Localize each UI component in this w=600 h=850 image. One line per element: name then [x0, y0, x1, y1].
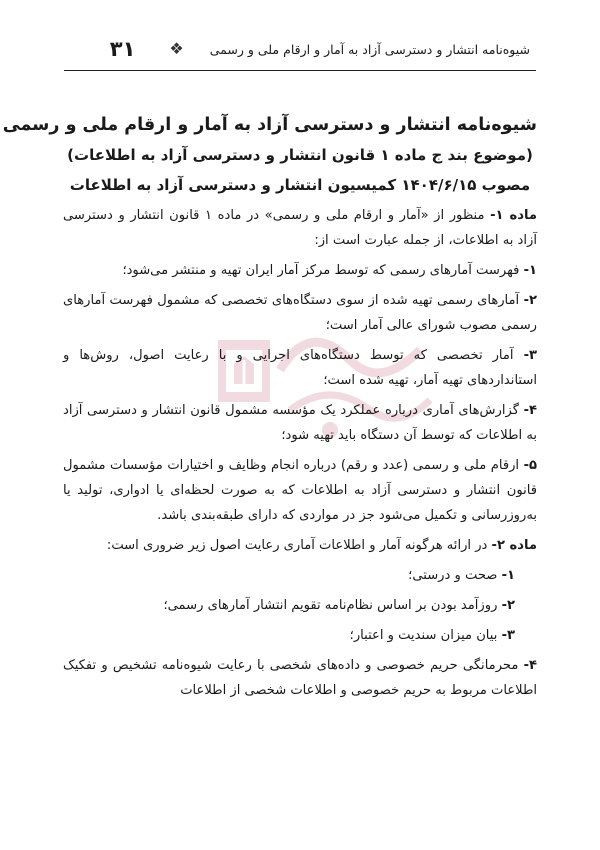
article-2-label: ماده ۲-	[491, 538, 537, 553]
article-1-item-5	[63, 453, 537, 528]
running-header	[70, 34, 530, 64]
article-1-item-4	[63, 398, 537, 448]
item-number: ۲-	[501, 598, 515, 613]
page-number: ۳۱	[109, 37, 136, 61]
article-1-item-2	[63, 288, 537, 338]
article-2-text: در ارائه هرگونه آمار و اطلاعات آماری رعایت اصول زیر ضروری است:	[106, 538, 492, 553]
item-text: ارقام ملی و رسمی (عدد و رقم) درباره انجام وظایف و اختیارات مؤسسات مشمول قانون انتشار و دسترسی آزاد به اطلاعات که به صورت لحظه‌ای یا ادواری، تولید یا به‌روزرسانی و تکمیل می‌شود جز در مواردی که دارای طبقه‌بندی باشد.	[63, 458, 537, 523]
item-number: ۱-	[501, 568, 515, 583]
item-number: ۴-	[523, 403, 537, 418]
document-body	[2, 104, 538, 708]
document-subject: (موضوع بند ج ماده ۱ قانون انتشار و دسترسی آزاد به اطلاعات)	[67, 146, 533, 164]
item-text: محرمانگی حریم خصوصی و داده‌های شخصی با رعایت شیوه‌نامه تشخیص و تفکیک اطلاعات مربوط به حریم خصوصی و اطلاعات شخصی از اطلاعات	[63, 658, 537, 698]
header-divider	[64, 70, 536, 71]
item-text: گزارش‌های آماری درباره عملکرد یک مؤسسه مشمول قانون انتشار و دسترسی آزاد به اطلاعات که توسط آن دستگاه باید تهیه شود؛	[63, 403, 537, 443]
item-text: روزآمد بودن بر اساس نظام‌نامه تقویم انتشار آمارهای رسمی؛	[163, 598, 502, 613]
item-number: ۴-	[523, 658, 537, 673]
diamond-ornament-icon: ❖	[169, 39, 184, 58]
article-2-item-2	[63, 593, 537, 618]
article-1-label: ماده ۱-	[490, 208, 538, 223]
document-title: شیوه‌نامه انتشار و دسترسی آزاد به آمار و ارقام ملی و رسمی	[2, 115, 537, 135]
article-1	[63, 203, 537, 253]
item-number: ۳-	[501, 628, 515, 643]
item-text: صحت و درستی؛	[408, 568, 502, 583]
article-1-item-1	[63, 258, 537, 283]
article-2-item-1	[63, 563, 537, 588]
item-number: ۳-	[523, 348, 537, 363]
running-header-title: شیوه‌نامه انتشار و دسترسی آزاد به آمار و ارقام ملی و رسمی	[209, 41, 530, 57]
article-2-item-3	[63, 623, 537, 648]
item-number: ۵-	[523, 458, 537, 473]
article-1-item-3	[63, 343, 537, 393]
item-text: فهرست آمارهای رسمی که توسط مرکز آمار ایران تهیه و منتشر می‌شود؛	[122, 263, 524, 278]
article-2-item-4	[63, 653, 537, 703]
article-2	[63, 533, 537, 558]
item-text: بیان میزان سندیت و اعتبار؛	[349, 628, 502, 643]
item-text: آمارهای رسمی تهیه شده از سوی دستگاه‌های تخصصی که مشمول فهرست آمارهای رسمی مصوب شورای عالی آمار است؛	[63, 293, 537, 333]
approval-line: مصوب ۱۴۰۴/۶/۱۵ کمیسیون انتشار و دسترسی آزاد به اطلاعات	[69, 176, 531, 194]
article-1-text: منظور از «آمار و ارقام ملی و رسمی» در ماده ۱ قانون انتشار و دسترسی آزاد به اطلاعات، از جمله عبارت است از:	[63, 208, 537, 248]
item-number: ۲-	[523, 293, 537, 308]
item-text: آمار تخصصی که توسط دستگاه‌های اجرایی و با رعایت اصول، روش‌ها و استانداردهای تهیه آمار، تهیه شده است؛	[63, 348, 537, 388]
item-number: ۱-	[523, 263, 537, 278]
